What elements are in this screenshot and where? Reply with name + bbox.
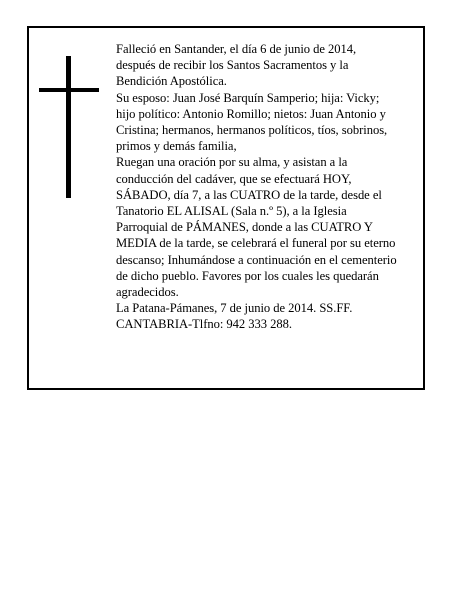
notice-line: Cristina; hermanos, hermanos políticos, tíos, sobrinos,: [116, 123, 388, 138]
notice-line: descanso; Inhumándose a continuación en el cementerio: [116, 252, 397, 267]
notice-line: MEDIA de la tarde, se celebrará el funeral por su eterno: [116, 236, 396, 251]
notice-line: después de recibir los Santos Sacramentos y la: [116, 58, 349, 73]
notice-line: conducción del cadáver, que se efectuará HOY,: [116, 171, 352, 186]
notice-line: SÁBADO, día 7, a las CUATRO de la tarde, desde el: [116, 187, 382, 202]
cross-vertical-bar: [66, 56, 71, 198]
notice-line: La Patana-Pámanes, 7 de junio de 2014. SS.FF.: [116, 301, 353, 316]
notice-line: primos y demás familia,: [116, 139, 237, 154]
notice-line: Su esposo: Juan José Barquín Samperio; hija: Vicky;: [116, 90, 380, 105]
notice-line: agradecidos.: [116, 285, 179, 300]
notice-line: CANTABRIA-Tlfno: 942 333 288.: [116, 317, 292, 332]
notice-line: Tanatorio EL ALISAL (Sala n.º 5), a la Iglesia: [116, 204, 347, 219]
notice-line: Ruegan una oración por su alma, y asistan a la: [116, 155, 348, 170]
notice-text: [116, 41, 426, 333]
notice-line: Parroquial de PÁMANES, donde a las CUATRO Y: [116, 220, 373, 235]
notice-line: hijo político: Antonio Romillo; nietos: Juan Antonio y: [116, 106, 386, 121]
cross-horizontal-bar: [39, 88, 99, 92]
notice-line: de dicho pueblo. Favores por los cuales les quedarán: [116, 268, 379, 283]
notice-line: Falleció en Santander, el día 6 de junio de 2014,: [116, 42, 357, 56]
notice-line: Bendición Apostólica.: [116, 74, 227, 89]
obituary-notice: [27, 26, 425, 390]
cross-icon: [39, 56, 99, 198]
